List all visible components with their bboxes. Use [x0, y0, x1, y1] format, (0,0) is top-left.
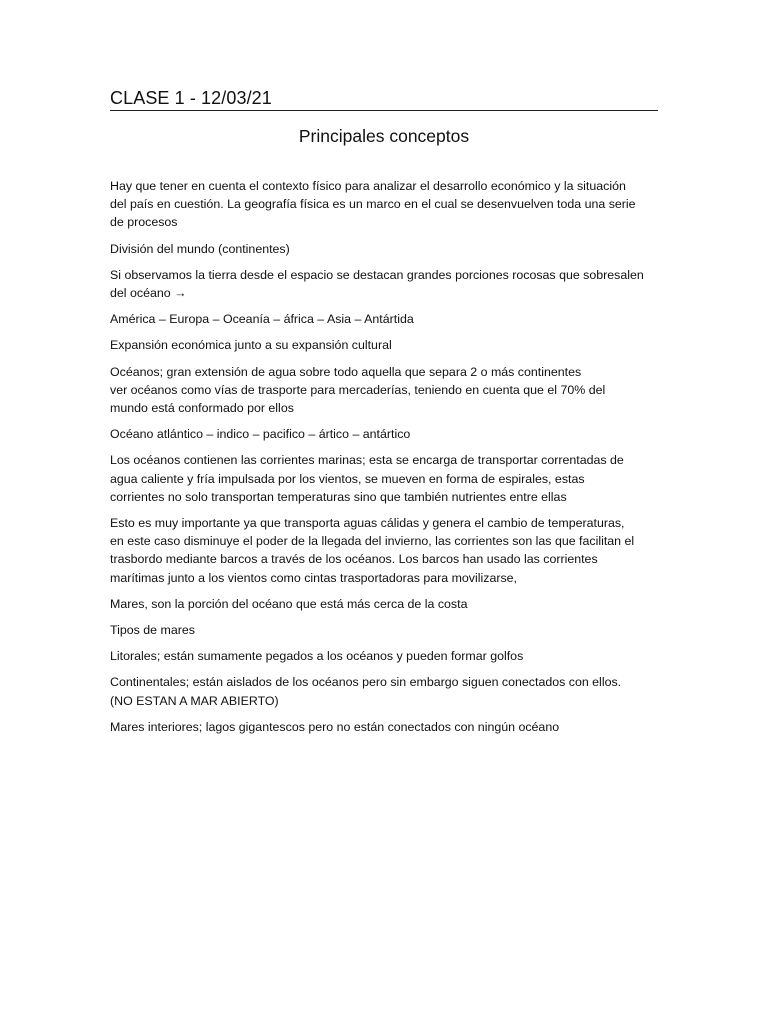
- paragraph-line: Continentales; están aislados de los océanos pero sin embargo siguen conectados con ellos.: [110, 675, 622, 690]
- paragraph-line: América – Europa – Oceanía – áfrica – Asia – Antártida: [110, 312, 414, 327]
- paragraph: [110, 673, 658, 709]
- paragraph: [110, 363, 658, 418]
- paragraph: [110, 595, 658, 613]
- paragraph-line: Tipos de mares: [110, 623, 195, 638]
- paragraph: [110, 240, 658, 258]
- paragraph: [110, 266, 658, 302]
- paragraph: [110, 621, 658, 639]
- paragraph-line: agua caliente y fría impulsada por los vientos, se mueven en forma de espirales, estas: [110, 471, 585, 486]
- paragraph-line: ver océanos como vías de trasporte para mercaderías, teniendo en cuenta que el 70% del: [110, 382, 606, 397]
- paragraph: [110, 514, 658, 587]
- paragraph-line: Esto es muy importante ya que transporta aguas cálidas y genera el cambio de temperaturas,: [110, 516, 625, 531]
- paragraph: [110, 425, 658, 443]
- paragraph: [110, 177, 658, 232]
- paragraph-line: Los océanos contienen las corrientes marinas; esta se encarga de transportar correntadas de: [110, 453, 624, 468]
- paragraph-line: corrientes no solo transportan temperaturas sino que también nutrientes entre ellas: [110, 489, 567, 504]
- paragraph-line: de procesos: [110, 215, 178, 230]
- paragraph: [110, 451, 658, 506]
- paragraph-line: del país en cuestión. La geografía física es un marco en el cual se desenvuelven toda una serie: [110, 197, 636, 212]
- document-page: [110, 86, 658, 744]
- paragraph-line: Litorales; están sumamente pegados a los océanos y pueden formar golfos: [110, 649, 524, 664]
- paragraph-line: Mares, son la porción del océano que está más cerca de la costa: [110, 596, 468, 611]
- paragraph-line: Si observamos la tierra desde el espacio se destacan grandes porciones rocosas que sobresalen: [110, 267, 644, 282]
- paragraph-line: Océano atlántico – indico – pacifico – ártico – antártico: [110, 427, 411, 442]
- paragraph: [110, 336, 658, 354]
- paragraph: [110, 647, 658, 665]
- paragraph-line: Expansión económica junto a su expansión cultural: [110, 338, 392, 353]
- paragraph-line: División del mundo (continentes): [110, 241, 290, 256]
- paragraph-line: trasbordo mediante barcos a través de los océanos. Los barcos han usado las corrientes: [110, 552, 598, 567]
- document-body: [110, 177, 658, 736]
- paragraph-line: mundo está conformado por ellos: [110, 401, 294, 416]
- paragraph-line: del océano →: [110, 286, 187, 301]
- paragraph-line: en este caso disminuye el poder de la llegada del invierno, las corrientes son las que facilitan el: [110, 534, 635, 549]
- paragraph-line: Hay que tener en cuenta el contexto físico para analizar el desarrollo económico y la situación: [110, 179, 626, 193]
- paragraph: [110, 310, 658, 328]
- paragraph-line: marítimas junto a los vientos como cintas trasportadoras para movilizarse,: [110, 570, 517, 585]
- page-title: Principales conceptos: [298, 126, 470, 146]
- paragraph: [110, 718, 658, 736]
- class-header: CLASE 1 - 12/03/21: [110, 86, 658, 111]
- paragraph-line: Océanos; gran extensión de agua sobre todo aquella que separa 2 o más continentes: [110, 364, 582, 379]
- paragraph-line: (NO ESTAN A MAR ABIERTO): [110, 693, 279, 708]
- paragraph-line: Mares interiores; lagos gigantescos pero no están conectados con ningún océano: [110, 719, 560, 734]
